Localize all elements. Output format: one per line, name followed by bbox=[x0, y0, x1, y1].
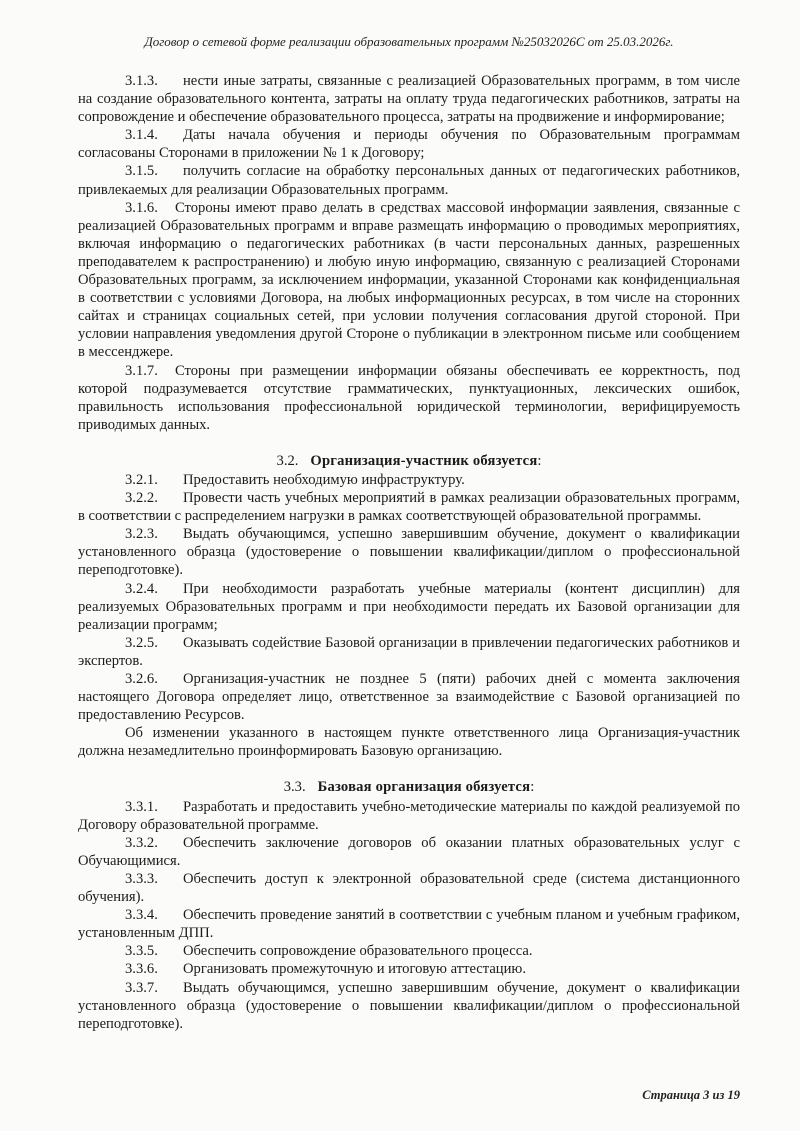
clause-number: 3.2.4. bbox=[125, 580, 158, 597]
clause-number: 3.3.3. bbox=[125, 870, 158, 887]
document-body bbox=[78, 72, 740, 1033]
paragraph bbox=[78, 724, 740, 760]
paragraph bbox=[78, 489, 740, 525]
paragraph bbox=[78, 906, 740, 942]
clause-text: Организация-участник не позднее 5 (пяти) рабочих дней с момента заключения настоящего Договора определяет лицо, ответственное за взаимодействие с Базовой организацией по предоставлению Ресурсов. bbox=[78, 671, 740, 724]
section-number: 3.2. bbox=[276, 452, 299, 469]
paragraph bbox=[78, 199, 740, 362]
clause-text: При необходимости разработать учебные материалы (контент дисциплин) для реализуемых Образовательных программ и при необходимости передать их Базовой организации для реализации программ; bbox=[78, 580, 740, 633]
paragraph bbox=[78, 162, 740, 198]
clause-text: Выдать обучающимся, успешно завершившим обучение, документ о квалификации установленного образца (удостоверение о повышении квалификации/диплом о профессиональной переподготовке). bbox=[78, 979, 740, 1032]
section-title: Организация-участник обязуется bbox=[310, 452, 538, 469]
paragraph bbox=[78, 979, 740, 1033]
section-heading: 3.2. Организация-участник обязуется: bbox=[276, 452, 542, 469]
clause-text: получить согласие на обработку персональных данных от педагогических работников, привлекаемых для реализации Образовательных программ. bbox=[78, 163, 740, 198]
paragraph bbox=[78, 126, 740, 162]
clause-text: Предоставить необходимую инфраструктуру. bbox=[183, 471, 465, 488]
clause-text: Стороны при размещении информации обязаны обеспечивать ее корректность, под которой подразумевается отсутствие грамматических, пунктуационных, лексических ошибок, правильность использования профессиональной юридической терминологии, верифицируемость приводимых данных. bbox=[78, 362, 740, 433]
clause-text: Оказывать содействие Базовой организации в привлечении педагогических работников и экспертов. bbox=[78, 634, 740, 669]
paragraph bbox=[78, 580, 740, 634]
paragraph bbox=[78, 471, 740, 489]
clause-text: Обеспечить проведение занятий в соответствии с учебным планом и учебным графиком, установленным ДПП. bbox=[78, 907, 740, 942]
page-number-footer: Страница 3 из 19 bbox=[642, 1088, 740, 1102]
clause-text: Стороны имеют право делать в средствах массовой информации заявления, связанные с реализацией Образовательных программ и вправе размещать информацию о проводимых мероприятиях, включая информацию о педагогических работниках (в части персональных данных, разрешенных преподавателем к распространению) и любую иную информацию, связанную с реализацией Сторонами Образовательных программ, за исключением информации, указанной Сторонами как конфиденциальная в соответствии с условиями Договора, на любых информационных ресурсах, в том числе на сторонних сайтах и страницах социальных сетей, при условии получения согласования другой стороной. При условии направления уведомления другой Стороне о публикации в электронном письме или сообщением в мессенджере. bbox=[78, 199, 740, 361]
clause-text: Обеспечить доступ к электронной образовательной среде (система дистанционного обучения). bbox=[78, 870, 740, 906]
clause-text: Выдать обучающимся, успешно завершившим обучение, документ о квалификации установленного образца (удостоверение о повышении квалификации/диплом о профессиональной переподготовке). bbox=[78, 526, 740, 579]
clause-number: 3.3.4. bbox=[125, 907, 158, 924]
paragraph bbox=[78, 670, 740, 724]
clause-text: Об изменении указанного в настоящем пункте ответственного лица Организация-участник должна незамедлительно проинформировать Базовую организацию. bbox=[78, 725, 740, 760]
clause-text: Разработать и предоставить учебно-методические материалы по каждой реализуемой по Договору образовательной программе. bbox=[78, 798, 740, 833]
clause-number: 3.3.7. bbox=[125, 979, 158, 996]
clause-text: Обеспечить заключение договоров об оказании платных образовательных услуг с Обучающимися. bbox=[78, 834, 740, 869]
paragraph bbox=[78, 960, 740, 978]
clause-number: 3.1.4. bbox=[125, 127, 158, 144]
paragraph bbox=[78, 634, 740, 670]
section-title: Базовая организация обязуется bbox=[317, 779, 531, 796]
clause-text: Даты начала обучения и периоды обучения по Образовательным программам согласованы Сторонами в приложении № 1 к Договору; bbox=[78, 127, 740, 162]
paragraph bbox=[78, 525, 740, 579]
section-number: 3.3. bbox=[283, 779, 306, 796]
clause-number: 3.1.6. bbox=[125, 199, 158, 216]
clause-number: 3.2.2. bbox=[125, 490, 158, 507]
clause-number: 3.2.1. bbox=[125, 471, 158, 488]
section-heading: 3.3. Базовая организация обязуется: bbox=[283, 779, 535, 796]
clause-number: 3.3.6. bbox=[125, 961, 158, 978]
clause-number: 3.1.7. bbox=[125, 362, 158, 379]
paragraph bbox=[78, 942, 740, 960]
clause-number: 3.3.2. bbox=[125, 834, 158, 851]
clause-text: Провести часть учебных мероприятий в рамках реализации образовательных программ, в соответствии с распределением нагрузки в рамках соответствующей образовательной программы. bbox=[78, 490, 740, 525]
clause-text: Обеспечить сопровождение образовательного процесса. bbox=[183, 943, 533, 960]
paragraph bbox=[78, 362, 740, 434]
clause-number: 3.2.3. bbox=[125, 526, 158, 543]
clause-number: 3.2.6. bbox=[125, 671, 158, 687]
paragraph bbox=[78, 798, 740, 834]
clause-number: 3.3.1. bbox=[125, 798, 158, 815]
paragraph bbox=[78, 72, 740, 126]
clause-text: нести иные затраты, связанные с реализацией Образовательных программ, в том числе на создание образовательного контента, затраты на оплату труда педагогических работников, затраты на сопровождение и обеспечение образовательного процесса, затраты на продвижение и информирование; bbox=[78, 73, 740, 126]
clause-number: 3.1.3. bbox=[125, 73, 158, 89]
clause-number: 3.3.5. bbox=[125, 943, 158, 960]
paragraph bbox=[78, 870, 740, 906]
clause-text: Организовать промежуточную и итоговую аттестацию. bbox=[183, 961, 526, 978]
document-header-line: Договор о сетевой форме реализации образовательных программ №25032026С от 25.03.2026г. bbox=[144, 34, 674, 49]
clause-number: 3.1.5. bbox=[125, 163, 158, 180]
clause-number: 3.2.5. bbox=[125, 634, 158, 651]
paragraph bbox=[78, 834, 740, 870]
